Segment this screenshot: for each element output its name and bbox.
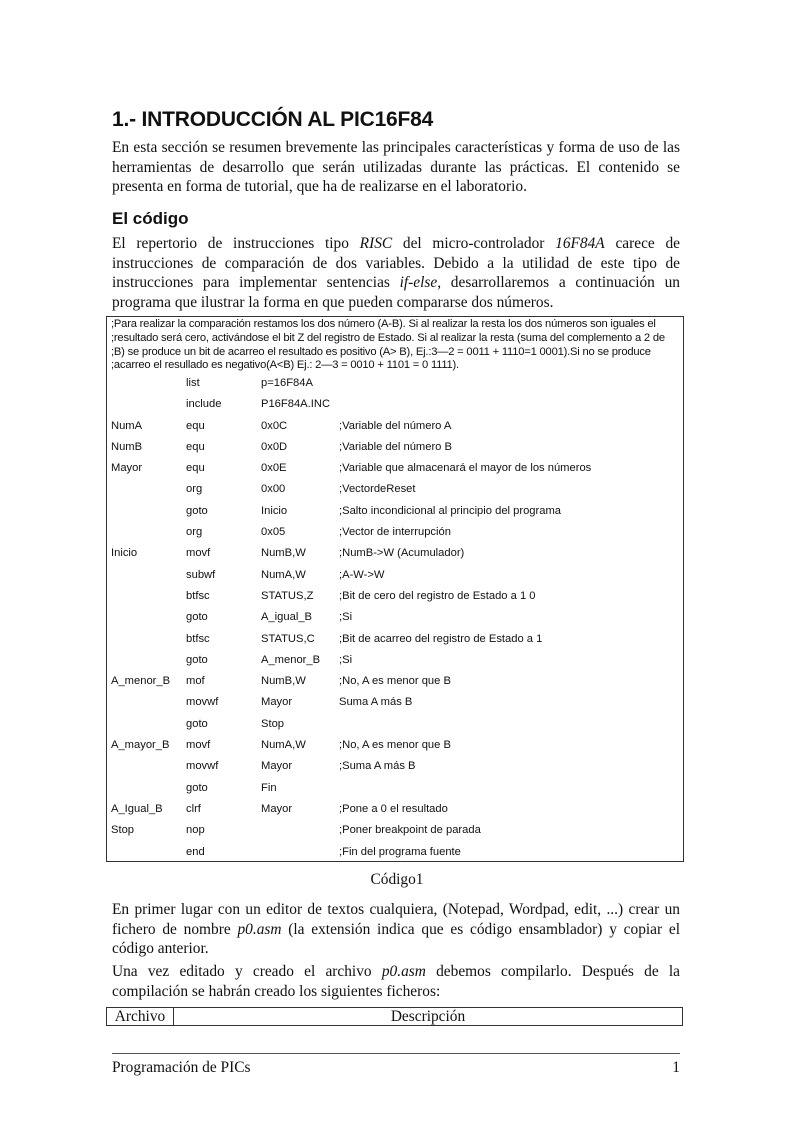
code-instruction: goto bbox=[186, 717, 208, 730]
code-operand: STATUS,Z bbox=[261, 589, 314, 602]
code-line bbox=[107, 416, 683, 437]
code-rows bbox=[107, 373, 683, 863]
code-line bbox=[107, 479, 683, 500]
code-line bbox=[107, 501, 683, 522]
code-line bbox=[107, 458, 683, 479]
code-instruction: movwf bbox=[186, 696, 219, 709]
code-operand: Inicio bbox=[261, 504, 288, 517]
code-operand: Stop bbox=[261, 717, 285, 730]
code-instruction: btfsc bbox=[186, 589, 210, 602]
code-comment-line: ;Para realizar la comparación restamos los dos número (A-B). Si al realizar la resta los dos números son iguales el bbox=[111, 318, 656, 330]
code-operand: Fin bbox=[261, 781, 277, 794]
code-comment: ;Suma A más B bbox=[339, 760, 416, 773]
code-operand: NumA,W bbox=[261, 568, 306, 581]
code-label: A_menor_B bbox=[111, 675, 171, 688]
code-instruction: movf bbox=[186, 739, 211, 752]
code-operand: 0x0E bbox=[261, 462, 287, 475]
code-comment: ;NumB->W (Acumulador) bbox=[339, 547, 465, 560]
code-operand: NumA,W bbox=[261, 739, 306, 752]
code-comment: ;Vector de interrupción bbox=[339, 526, 451, 539]
code-instruction: goto bbox=[186, 611, 208, 624]
code-label: Mayor bbox=[111, 462, 143, 475]
code-operand: Mayor bbox=[261, 802, 293, 815]
code-line bbox=[107, 735, 683, 756]
files-table-col-archivo: Archivo bbox=[107, 1008, 174, 1025]
code-instruction: goto bbox=[186, 781, 208, 794]
code-operand: A_menor_B bbox=[261, 653, 321, 666]
code-line bbox=[107, 522, 683, 543]
code-line bbox=[107, 437, 683, 458]
code-listing bbox=[106, 316, 684, 862]
code-comment: ;Salto incondicional al principio del programa bbox=[339, 504, 562, 517]
code-instruction: list bbox=[186, 377, 200, 389]
code-instruction: org bbox=[186, 483, 203, 496]
code-instruction: mof bbox=[186, 675, 205, 688]
code-line bbox=[107, 820, 683, 841]
code-comment: ;Si bbox=[339, 653, 353, 666]
code-instruction: org bbox=[186, 526, 203, 539]
code-line bbox=[107, 565, 683, 586]
code-comment: Suma A más B bbox=[339, 696, 413, 709]
files-table-header bbox=[106, 1007, 683, 1026]
code-label: NumB bbox=[111, 440, 143, 453]
code-operand: Mayor bbox=[261, 696, 293, 709]
code-line bbox=[107, 394, 683, 415]
code-instruction: include bbox=[186, 398, 222, 411]
code-operand: P16F84A.INC bbox=[261, 398, 331, 411]
code-label: A_Igual_B bbox=[111, 802, 163, 815]
code-comment: ;Variable del número A bbox=[339, 419, 452, 432]
code-line bbox=[107, 756, 683, 777]
code-comment: ;Bit de cero del registro de Estado a 1 0 bbox=[339, 589, 536, 602]
code-operand: NumB,W bbox=[261, 675, 306, 688]
footer-title: Programación de PICs bbox=[112, 1059, 251, 1076]
code-instruction: movf bbox=[186, 547, 211, 560]
code-instruction: goto bbox=[186, 653, 208, 666]
files-table-col-descripcion: Descripción bbox=[390, 1008, 466, 1025]
code-instruction: subwf bbox=[186, 568, 216, 581]
code-instruction: equ bbox=[186, 419, 205, 432]
footer-divider bbox=[112, 1053, 680, 1054]
code-operand: Mayor bbox=[261, 760, 293, 773]
code-label: NumA bbox=[111, 419, 143, 432]
code-comment: ;Bit de acarreo del registro de Estado a 1 bbox=[339, 632, 543, 645]
code-instruction: movwf bbox=[186, 760, 219, 773]
code-operand: NumB,W bbox=[261, 547, 306, 560]
code-label: Stop bbox=[111, 824, 135, 837]
code-operand: p=16F84A bbox=[261, 377, 313, 389]
code-instruction: equ bbox=[186, 462, 205, 475]
code-label: A_mayor_B bbox=[111, 739, 170, 752]
page-number: 1 bbox=[672, 1059, 680, 1076]
code-operand: 0x0D bbox=[261, 440, 288, 453]
code-comment: ;Pone a 0 el resultado bbox=[339, 802, 448, 815]
code-operand: 0x00 bbox=[261, 483, 286, 496]
code-comment: ;Variable que almacenará el mayor de los números bbox=[339, 462, 592, 475]
code-line bbox=[107, 671, 683, 692]
intro-paragraph: En esta sección se resumen brevemente las principales características y forma de uso de las herramientas de desarrollo que serán utilizadas durante las prácticas. El contenido se presenta en forma de tutorial, que ha de realizarse en el laboratorio. bbox=[112, 139, 680, 195]
code-comment: ;No, A es menor que B bbox=[339, 675, 451, 688]
code-line bbox=[107, 543, 683, 564]
code-comment-line: ;acarreo el resullado es negativo(A<B) Ej.: 2—3 = 0010 + 1101 = 0 1111). bbox=[111, 359, 459, 372]
code-comment: ;No, A es menor que B bbox=[339, 739, 451, 752]
code-operand: 0x05 bbox=[261, 526, 286, 539]
code-comment: ;Fin del programa fuente bbox=[339, 845, 461, 858]
page-heading: 1.- INTRODUCCIÓN AL PIC16F84 bbox=[112, 108, 434, 131]
code-instruction: end bbox=[186, 845, 205, 858]
code-comment: ;Variable del número B bbox=[339, 440, 452, 453]
code-line bbox=[107, 373, 683, 394]
code-instruction: btfsc bbox=[186, 632, 210, 645]
code-instruction: clrf bbox=[186, 802, 201, 815]
code-line bbox=[107, 586, 683, 607]
code-operand: 0x0C bbox=[261, 419, 288, 432]
code-line bbox=[107, 692, 683, 713]
code-operand: STATUS,C bbox=[261, 632, 315, 645]
code-line bbox=[107, 714, 683, 735]
code-line bbox=[107, 799, 683, 820]
compile-paragraph: Una vez editado y creado el archivo p0.asm debemos compilarlo. Después de la compilación se habrán creado los siguientes ficheros: bbox=[112, 963, 680, 1000]
code-line bbox=[107, 778, 683, 799]
code-label: Inicio bbox=[111, 547, 138, 560]
code-caption: Código1 bbox=[370, 871, 424, 888]
code-line bbox=[107, 650, 683, 671]
code-comment: ;VectordeReset bbox=[339, 483, 416, 496]
code-comment: ;Poner breakpoint de parada bbox=[339, 824, 481, 837]
code-instruction: equ bbox=[186, 440, 205, 453]
code-instruction: goto bbox=[186, 504, 208, 517]
code-instruction: nop bbox=[186, 824, 205, 837]
code-intro-paragraph: El repertorio de instrucciones tipo RISC del micro-controlador 16F84A carece de instrucciones de comparación de dos variables. Debido a la utilidad de este tipo de instrucciones para implementar sentencias if-else, desarrollaremos a continuación un programa que ilustrar la forma en que pueden compararse dos números. bbox=[112, 235, 680, 311]
section-title: El código bbox=[112, 209, 189, 228]
code-comment-line: ;B) se produce un bit de acarreo el resultado es positivo (A> B), Ej.:3—2 = 0011 + 1110=1 0001).Si no se produce bbox=[111, 345, 651, 358]
code-header-comment bbox=[111, 318, 681, 373]
code-comment-line: ;resultado será cero, activándose el bit Z del registro de Estado. Si al realizar la resta (suma del complemento a 2 de bbox=[111, 331, 665, 344]
code-comment: ;A-W->W bbox=[339, 568, 385, 581]
code-line bbox=[107, 607, 683, 628]
code-line bbox=[107, 629, 683, 650]
code-operand: A_igual_B bbox=[261, 611, 313, 624]
editor-paragraph: En primer lugar con un editor de textos cualquiera, (Notepad, Wordpad, edit, ...) crear un fichero de nombre p0.asm (la extensión indica que es código ensamblador) y copiar el código anterior. bbox=[112, 901, 681, 957]
code-line bbox=[107, 842, 683, 863]
code-comment: ;Si bbox=[339, 611, 353, 624]
